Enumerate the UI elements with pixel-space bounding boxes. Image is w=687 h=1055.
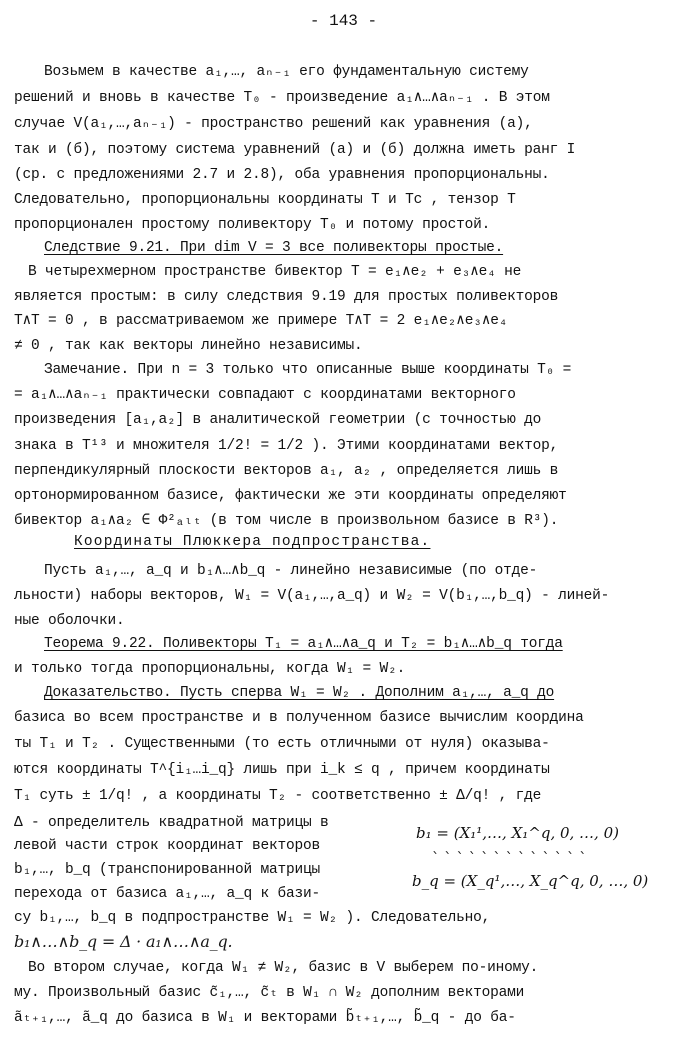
matrix-row-1: b₁ = (X₁¹,…, X₁^q, 0, …, 0) xyxy=(416,824,619,842)
matrix-row-2: b_q = (X_q¹,…, X_q^q, 0, …, 0) xyxy=(412,872,649,890)
text-line: левой части строк координат векторов xyxy=(14,838,321,854)
remark-heading: Замечание. При n = 3 только что описанные выше координаты T₀ = xyxy=(44,362,572,378)
text-line: T∧T = 0 , в рассматриваемом же примере T∧T = 2 e₁∧e₂∧e₃∧e₄ xyxy=(14,313,508,329)
text-line: знака в T¹³ и множителя 1/2! = 1/2 ). Этими координатами вектор, xyxy=(14,438,559,454)
text-line: T₁ суть ± 1/q! , а координаты T₂ - соответственно ± Δ/q! , где xyxy=(14,788,542,804)
matrix-dots: ` ` ` ` ` ` ` ` ` ` ` ` ` xyxy=(432,849,587,867)
text-line: ãₜ₊₁,…, ã_q до базиса в W₁ и векторами b̃ₜ₊₁,…, b̃_q - до ба- xyxy=(14,1010,516,1026)
text-line: является простым: в силу следствия 9.19 для простых поливекторов xyxy=(14,289,559,305)
text-line: ются координаты T^{i₁…i_q} лишь при i_k ≤ q , причем координаты xyxy=(14,762,550,778)
text-line: ты T₁ и T₂ . Существенными (то есть отличными от нуля) оказыва- xyxy=(14,736,550,752)
text-line: Следовательно, пропорциональны координаты T и Tc , тензор T xyxy=(14,192,516,208)
section-heading: Координаты Плюккера подпространства. xyxy=(74,534,431,550)
text-line: ≠ 0 , так как векторы линейно независимы. xyxy=(14,338,363,354)
text-line: перехода от базиса a₁,…, a_q к бази- xyxy=(14,886,321,902)
text-line: Пусть a₁,…, a_q и b₁∧…∧b_q - линейно независимые (по отде- xyxy=(44,563,538,579)
text-line: так и (б), поэтому система уравнений (a) и (б) должна иметь ранг I xyxy=(14,142,576,158)
text-line: су b₁,…, b_q в подпространстве W₁ = W₂ ). Следовательно, xyxy=(14,910,491,926)
text-line: бивектор a₁∧a₂ ∈ Φ²ₐₗₜ (в том числе в произвольном базисе в R³). xyxy=(14,513,559,529)
text-line: ные оболочки. xyxy=(14,613,125,629)
theorem-heading: Теорема 9.22. Поливекторы T₁ = a₁∧…∧a_q и T₂ = b₁∧…∧b_q тогда xyxy=(44,636,563,652)
proof-heading: Доказательство. Пусть сперва W₁ = W₂ . Дополним a₁,…, a_q до xyxy=(44,685,555,701)
page-number: - 143 - xyxy=(309,12,378,30)
text-line: му. Произвольный базис c̃₁,…, c̃ₜ в W₁ ∩ W₂ дополним векторами xyxy=(14,985,525,1001)
corollary-heading: Следствие 9.21. При dim V = 3 все поливекторы простые. xyxy=(44,240,504,256)
text-line: произведения [a₁,a₂] в аналитической геометрии (с точностью до xyxy=(14,412,542,428)
text-line: Возьмем в качестве a₁,…, aₙ₋₁ его фундаментальную систему xyxy=(44,64,529,80)
text-line: перпендикулярный плоскости векторов a₁, a₂ , определяется лишь в xyxy=(14,463,559,479)
text-line: (ср. с предложениями 2.7 и 2.8), оба уравнения пропорциональны. xyxy=(14,167,550,183)
text-line: и только тогда пропорциональны, когда W₁ = W₂. xyxy=(14,661,406,677)
text-line: b₁,…, b_q (транспонированной матрицы xyxy=(14,862,321,878)
text-line: случае V(a₁,…,aₙ₋₁) - пространство решений как уравнения (a), xyxy=(14,116,533,132)
text-line: льности) наборы векторов, W₁ = V(a₁,…,a_q) и W₂ = V(b₁,…,b_q) - линей- xyxy=(14,588,610,604)
text-line: решений и вновь в качестве T₀ - произведение a₁∧…∧aₙ₋₁ . В этом xyxy=(14,90,550,106)
formula-line: b₁∧…∧b_q = Δ · a₁∧…∧a_q. xyxy=(14,932,233,951)
text-line: Δ - определитель квадратной матрицы в xyxy=(14,815,329,831)
text-line: = a₁∧…∧aₙ₋₁ практически совпадают с координатами векторного xyxy=(14,387,516,403)
text-line: Во втором случае, когда W₁ ≠ W₂, базис в V выберем по-иному. xyxy=(28,960,539,976)
text-line: базиса во всем пространстве и в полученном базисе вычислим координа xyxy=(14,710,584,726)
text-line: В четырехмерном пространстве бивектор T = e₁∧e₂ + e₃∧e₄ не xyxy=(28,264,522,280)
text-line: ортонормированном базисе, фактически же эти координаты определяют xyxy=(14,488,567,504)
text-line: пропорционален простому поливектору T₀ и потому простой. xyxy=(14,217,491,233)
